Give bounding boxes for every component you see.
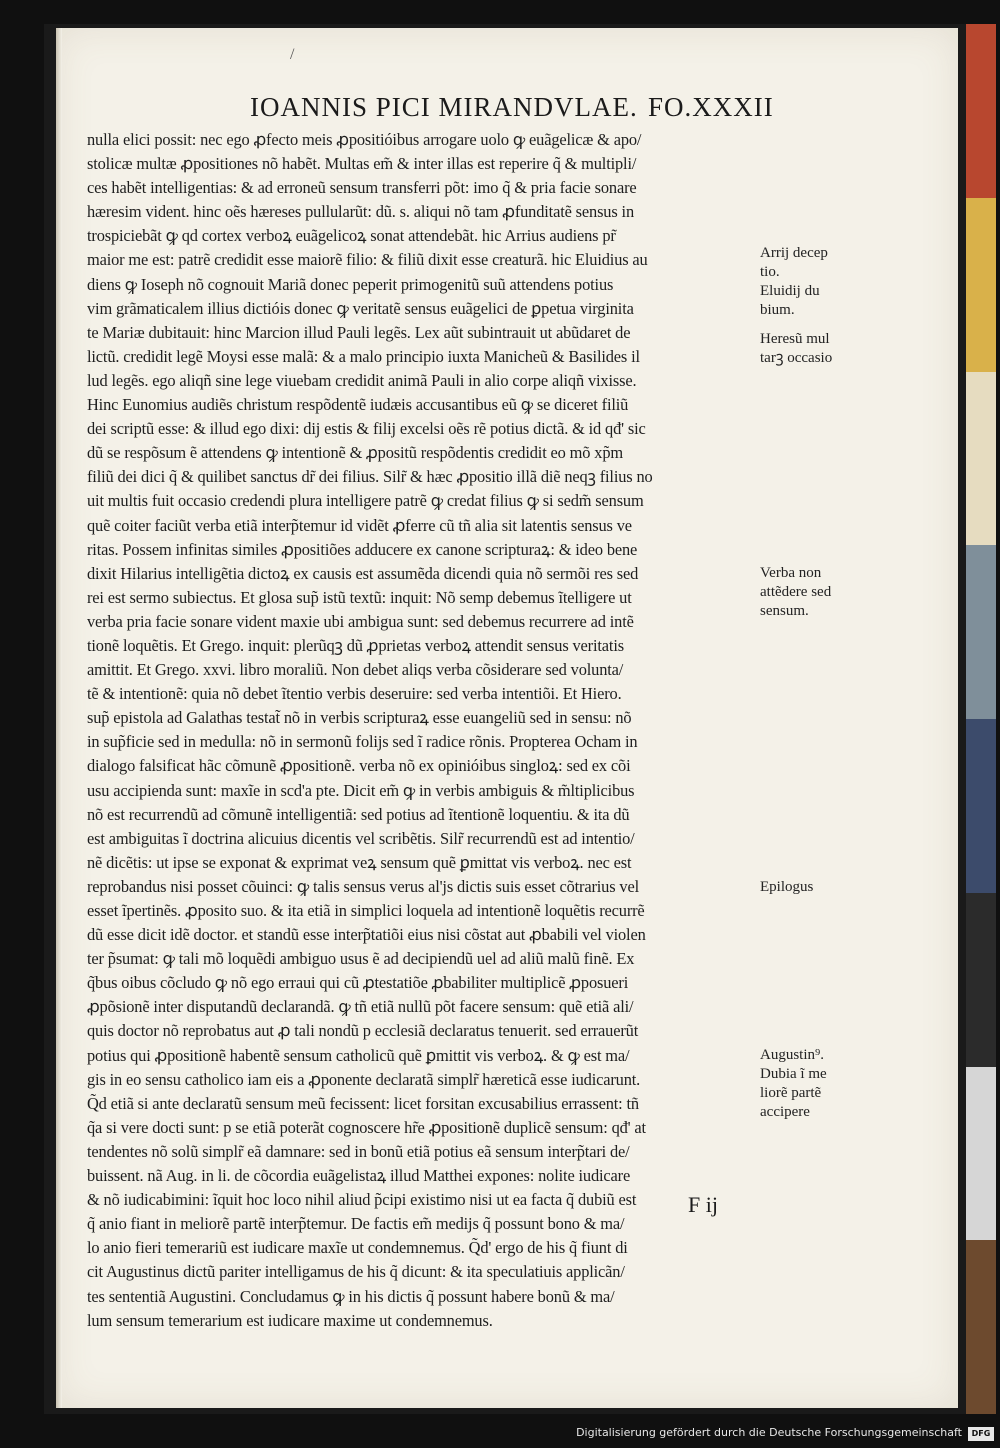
marginal-line: tarꝫ occasio	[760, 350, 833, 366]
folio-number: FO.XXXII	[648, 92, 774, 122]
calibration-swatch	[966, 719, 996, 893]
marginal-line: liorẽ partẽ	[760, 1085, 822, 1101]
text-line: dixit Hilarius intelligẽtia dictoꝝ ex causis est assumẽda dicendi quia nõ sermõi res sed	[87, 563, 639, 583]
text-line: ꝓpõsionẽ inter disputandũ declarandã. ꝙ tñ etiã nullũ põt facere sensum: quẽ etiã ali/	[87, 997, 634, 1017]
marginal-line: tio.	[760, 264, 780, 280]
text-line: nulla elici possit: nec ego ꝓfecto meis ꝓpositióibus arrogare uolo ꝙ euãgelicæ & apo/	[87, 130, 642, 149]
text-line: dialogo falsificat hãc cõmunẽ ꝓpositionẽ. verba nõ ex opinióibus singloꝝ: sed ex cõi	[87, 756, 631, 776]
calibration-swatch	[966, 24, 996, 198]
marginal-line: Heresũ mul	[760, 331, 830, 347]
text-line: te Mariæ dubitauit: hinc Marcion illud Pauli legẽs. Lex aũt subintrauit ut abũdaret de	[87, 322, 631, 342]
calibration-strip	[966, 24, 996, 1414]
text-line: est ambiguitas ĩ doctrina alicuius dicentis vel scribẽtis. Silr̃ recurrendũ est ad intentio/	[87, 828, 635, 848]
text-line: dũ se respõsum ẽ attendens ꝙ intentionẽ & ꝓpositũ respõdentis credidit eo mõ xp̃m	[87, 443, 623, 463]
text-line: cit Augustinus dictũ pariter intelligamus de his q̃ dicunt: & ita speculatiuis applicãn/	[87, 1262, 625, 1282]
marginal-line: Epilogus	[760, 879, 814, 895]
text-line: q̃bus oibus cõcludo ꝙ nõ ego erraui qui cũ ꝓtestatiõe ꝓbabiliter multiplicẽ ꝓposueri	[87, 973, 629, 993]
main-text-block	[87, 128, 757, 1333]
calibration-swatch	[966, 1240, 996, 1414]
text-line: Q̃d etiã si ante declaratũ sensum meũ fecissent: licet forsitan excusabilius errassent: tñ	[87, 1093, 639, 1113]
text-line: q̃ anio fiant in meliorẽ partẽ interp̃temur. De factis em̃ medijs q̃ possunt bono & ma/	[87, 1214, 625, 1234]
marginal-line: Augustin⁹.	[760, 1047, 824, 1063]
digitization-footer	[0, 1418, 1000, 1448]
text-line: tẽ & intentionẽ: quia nõ debet ĩtentio verbis deseruire: sed verba intentiõi. Et Hiero.	[87, 684, 622, 704]
text-line: & nõ iudicabimini: ĩquit hoc loco nihil aliud p̃cipi existimo nisi ut ea facta q̃ dubiũ est	[87, 1190, 637, 1210]
text-line: dei scriptũ esse: & illud ego dixi: dij estis & filij excelsi oẽs rẽ potius dictã. & id qđ' sic	[87, 419, 646, 439]
text-line: diens ꝙ Ioseph nõ cognouit Mariã donec peperit primogenitũ suũ attendens potius	[87, 274, 614, 294]
text-line: buissent. nã Aug. in li. de cõcordia euãgelistaꝝ illud Matthei expones: nolite iudicare	[87, 1166, 631, 1186]
text-line: Hinc Eunomius audiẽs christum respõdentẽ iudæis accusantibus eũ ꝙ se diceret filiũ	[87, 395, 629, 415]
text-line: stolicæ multæ ꝓpositiones nõ habẽt. Multas em̃ & inter illas est reperire q̃ & multipli/	[87, 154, 637, 174]
calibration-swatch	[966, 198, 996, 372]
text-line: potius qui ꝓpositionẽ habentẽ sensum catholicũ quẽ ꝑmittit vis verboꝝ. & ꝙ est ma/	[87, 1045, 630, 1065]
page-gutter-shadow	[56, 28, 62, 1408]
text-line: ritas. Possem infinitas similes ꝓpositiões adducere ex canone scripturaꝝ: & ideo bene	[87, 539, 638, 559]
text-line: lo anio fieri temerariũ est iudicare maxĩe ut condemnemus. Q̃d' ergo de his q̃ fiunt di	[87, 1238, 628, 1258]
calibration-swatch	[966, 545, 996, 719]
funding-credit: Digitalisierung gefördert durch die Deutsche Forschungsgemeinschaft	[576, 1426, 962, 1439]
text-line: esset ĩpertinẽs. ꝓposito suo. & ita etiã in simplici loquela ad intentionẽ loquẽtis recurrẽ	[87, 901, 645, 920]
text-line: q̃a si vere docti sunt: p se etiã poterãt cognoscere hr̃e ꝓpositionẽ duplicẽ sensum: qđ' at	[87, 1117, 646, 1137]
text-line: hæresim vident. hinc oẽs hæreses pullularũt: dũ. s. aliqui nõ tam ꝓfunditatẽ sensus in	[87, 202, 634, 222]
text-line: dũ esse dicit idẽ doctor. et standũ esse interp̃tatiõi eius nisi cõstat aut ꝓbabili vel violen	[87, 925, 646, 945]
text-line: sup̃ epistola ad Galathas testat̃ nõ in verbis scripturaꝝ esse euangeliũ sed in sensu: nõ	[87, 708, 632, 728]
marginal-note-verba	[760, 564, 844, 621]
marginal-note-augustinus	[760, 1046, 844, 1122]
text-line: in sup̃ficie sed in medulla: nõ in sermonũ folijs sed ĩ radice rõnis. Propterea Ocham in	[87, 732, 638, 752]
text-line: rei est sermo subiectus. Et glosa sup̃ istũ textũ: inquit: Nõ semp debemus ĩtelligere ut	[87, 587, 632, 607]
text-line: ter p̃sumat: ꝙ tali mõ loquẽdi ambiguo usus ẽ ad decipiendũ uel ad aliũ malũ finẽ. Ex	[87, 949, 635, 969]
marginal-line: sensum.	[760, 603, 809, 619]
text-line: maior me est: patrẽ credidit esse maiorẽ filio: & filiũ dixit esse creaturã. hic Eluidius au	[87, 250, 648, 270]
marginal-line: accipere	[760, 1104, 810, 1120]
calibration-swatch	[966, 1067, 996, 1241]
text-line: quis doctor nõ reprobatus aut ꝓ tali nondũ p ecclesiã declaratus tenuerit. sed errauerũt	[87, 1021, 639, 1041]
marginal-line: Arrij decep	[760, 245, 828, 261]
dfg-logo: DFG	[968, 1427, 994, 1441]
text-line: reprobandus nisi posset cõuinci: ꝙ talis sensus verus al'js dictis suis esset cõtrarius vel	[87, 876, 639, 896]
text-line: nẽ dicẽtis: ut ipse se exponat & exprimat veꝝ sensum quẽ ꝑmittat vis verboꝝ. nec est	[87, 852, 632, 872]
marginal-line: Verba non	[760, 565, 822, 581]
marginal-note-arrius	[760, 244, 844, 320]
text-line: tendentes nõ solũ simplr̃ eã damnare: sed in bonũ etiã potius eã sensum interp̃tari de/	[87, 1141, 630, 1161]
running-head: IOANNIS PICI MIRANDVLAE.	[250, 92, 638, 122]
calibration-swatch	[966, 893, 996, 1067]
text-line: vim grãmaticalem illius dictióis donec ꝙ veritatẽ sensus euãgelici de ꝑpetua virginita	[87, 298, 634, 318]
text-line: tes sententiã Augustini. Concludamus ꝙ in his dictis q̃ possunt habere bonũ & ma/	[87, 1286, 615, 1306]
text-line: quẽ coiter faciũt verba etiã interp̃temur id vidẽt ꝓferre cũ tñ alia sit latentis sensus ve	[87, 515, 632, 535]
marginal-line: Eluidij du	[760, 283, 820, 299]
stray-ink-mark: /	[290, 46, 295, 63]
text-line: trospiciebãt ꝙ qd cortex verboꝝ euãgelicoꝝ sonat attendebãt. hic Arrius audiens pr̃	[87, 226, 616, 246]
text-line: verba pria facie sonare vident maxie ubi ambigua sunt: sed debemus recurrere ad intẽ	[87, 611, 634, 631]
text-line: nõ est recurrendũ ad cõmunẽ intelligentiã: sed potius ad ĩtentionẽ loquentiu. & ita dũ	[87, 804, 630, 824]
text-line: filiũ dei dici q̃ & quilibet sanctus dr̃ dei filius. Silr̃ & hæc ꝓpositio illã diẽ neqꝫ filius no	[87, 467, 653, 487]
marginal-note-heresum	[760, 330, 844, 368]
text-line: usu accipienda sunt: maxĩe in scd'a pte. Dicit em̃ ꝙ in verbis ambiguis & m̃ltiplicibus	[87, 780, 635, 800]
text-line: ces habẽt intelligentias: & ad erroneũ sensum transferri põt: imo q̃ & pria facie sonare	[87, 178, 637, 198]
marginal-note-epilogus	[760, 878, 844, 897]
marginal-line: bium.	[760, 302, 795, 318]
calibration-swatch	[966, 372, 996, 546]
text-line: tionẽ loquẽtis. Et Grego. inquit: plerũqꝫ dũ ꝓprietas verboꝝ attendit sensus veritatis	[87, 635, 624, 655]
signature-mark: F ij	[688, 1192, 718, 1217]
text-line: uit multis fuit occasio credendi plura intelligere patrẽ ꝙ credat filius ꝙ si sedm̃ sensum	[87, 491, 644, 511]
text-line: lum sensum temerarium est iudicare maxime ut condemnemus.	[87, 1310, 493, 1330]
text-line: lictũ. credidit legẽ Moysi esse malã: & a malo principio iuxta Manicheũ & Basilides il	[87, 346, 640, 366]
text-line: gis in eo sensu catholico iam eis a ꝓponente declaratã simplr̃ hæreticã esse iudicarunt.	[87, 1069, 641, 1089]
text-line: lud legẽs. ego aliqñ sine lege viuebam credidit animã Pauli in alio corpe aliqñ vixisse.	[87, 370, 637, 390]
marginal-line: attẽdere sed	[760, 584, 832, 600]
text-line: amittit. Et Grego. xxvi. libro moraliũ. Non debet aliqs verba cõsiderare sed volunta/	[87, 660, 624, 680]
marginal-line: Dubia ĩ me	[760, 1066, 827, 1082]
